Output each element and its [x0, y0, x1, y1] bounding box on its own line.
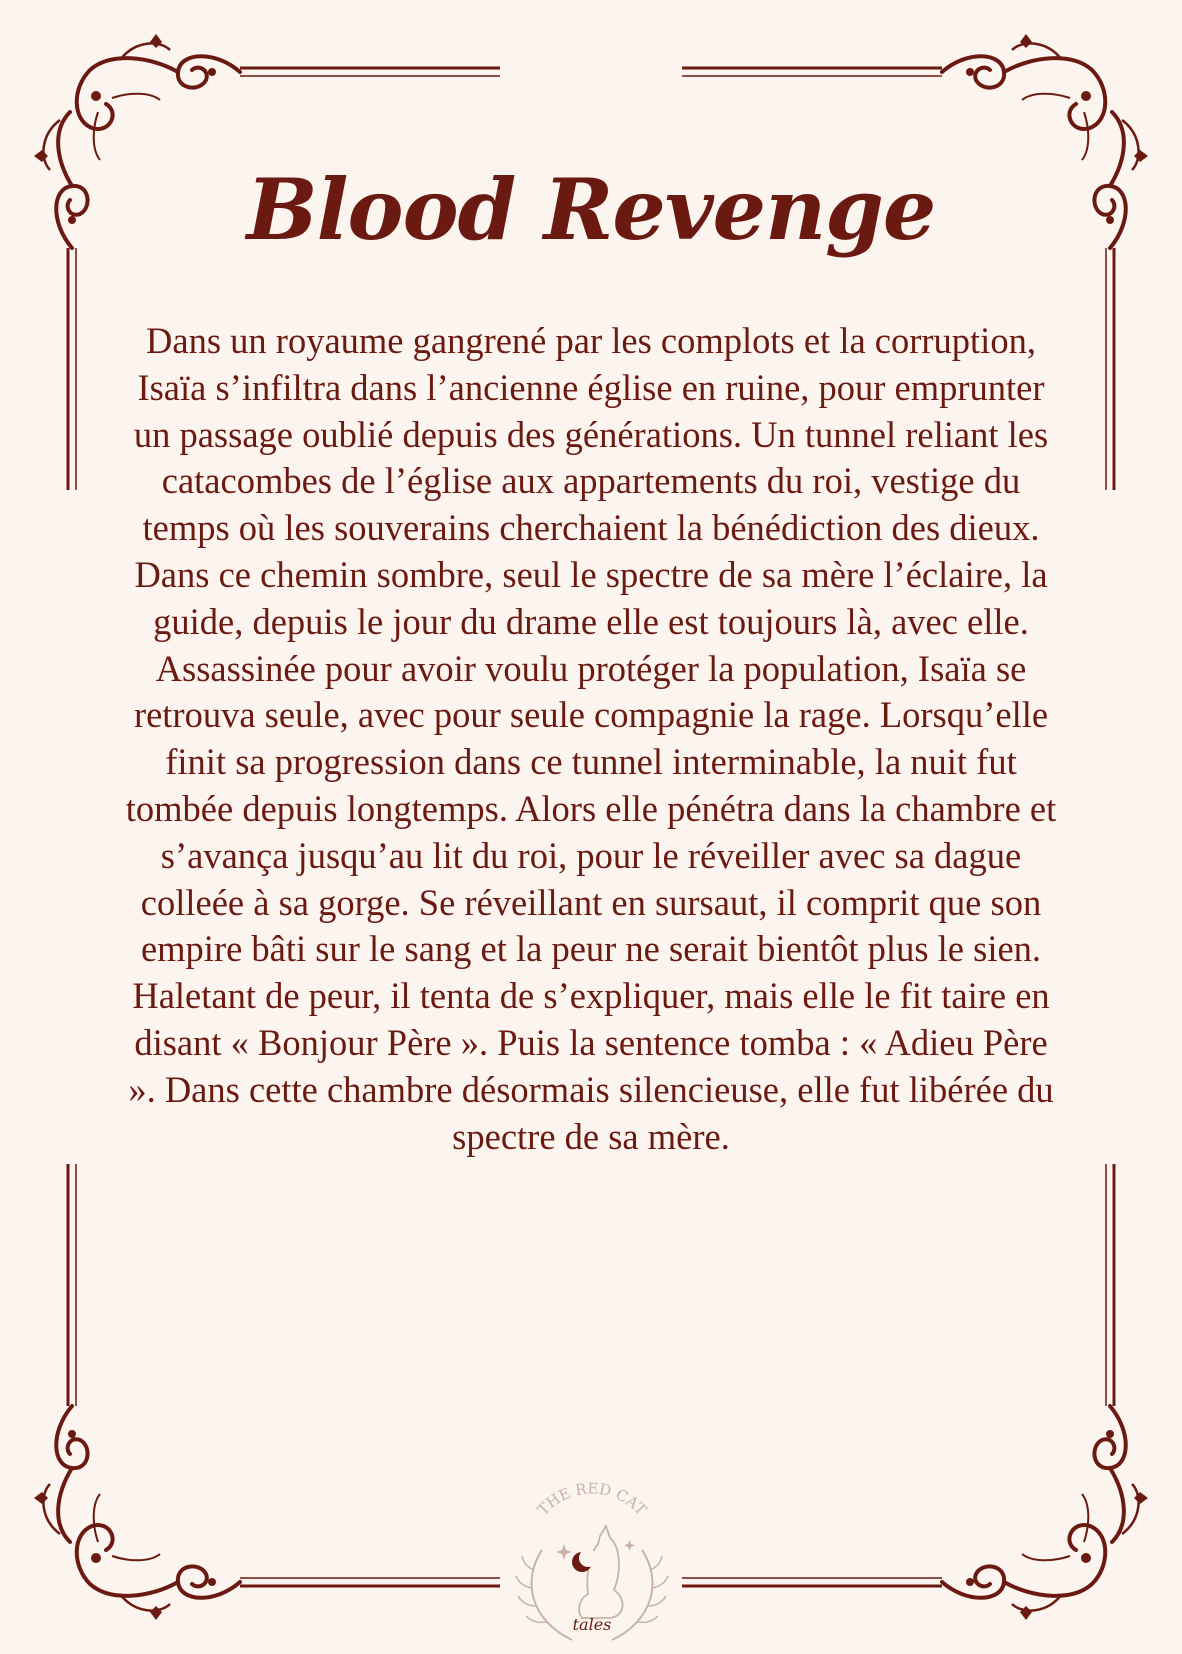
story-text: Dans un royaume gangrené par les complots et la corruption, Isaïa s’infiltra dans l’ancienne église en ruine, pour emprunter un passage oublié depuis des générations. Un tunnel reliant les catacombes de l’église aux appartements du roi, vestige du temps où les souverains cherchaient la bénédiction des dieux. Dans ce chemin sombre, seul le spectre de sa mère l’éclaire, la guide, depuis le jour du drame elle est toujours là, avec elle. Assassinée pour avoir voulu protéger la population, Isaïa se retrouva seule, avec pour seule compagnie la rage. Lorsqu’elle finit sa progression dans ce tunnel interminable, la nuit fut tombée depuis longtemps. Alors elle pénétra dans la chambre et s’avança jusqu’au lit du roi, pour le réveiller avec sa dague colleée à sa gorge. Se réveillant en sursaut, il comprit que son empire bâti sur le sang et la peur ne serait bientôt plus le sien. Haletant de peur, il tenta de s’expliquer, mais elle le fit taire en disant « Bonjour Père ». Puis la sentence tomba : « Adieu Père ». Dans cette chambre désormais silencieuse, elle fut libérée du spectre de sa mère.	[125, 320, 1057, 1157]
red-cat-logo	[502, 1470, 682, 1650]
logo-top-text: THE RED CAT	[533, 1479, 651, 1519]
corner-ornament-bottom-right	[682, 1164, 1148, 1620]
corner-ornament-bottom-left	[34, 1164, 500, 1620]
page-title: Blood Revenge	[246, 160, 936, 259]
logo-bottom-text: tales	[572, 1615, 612, 1634]
